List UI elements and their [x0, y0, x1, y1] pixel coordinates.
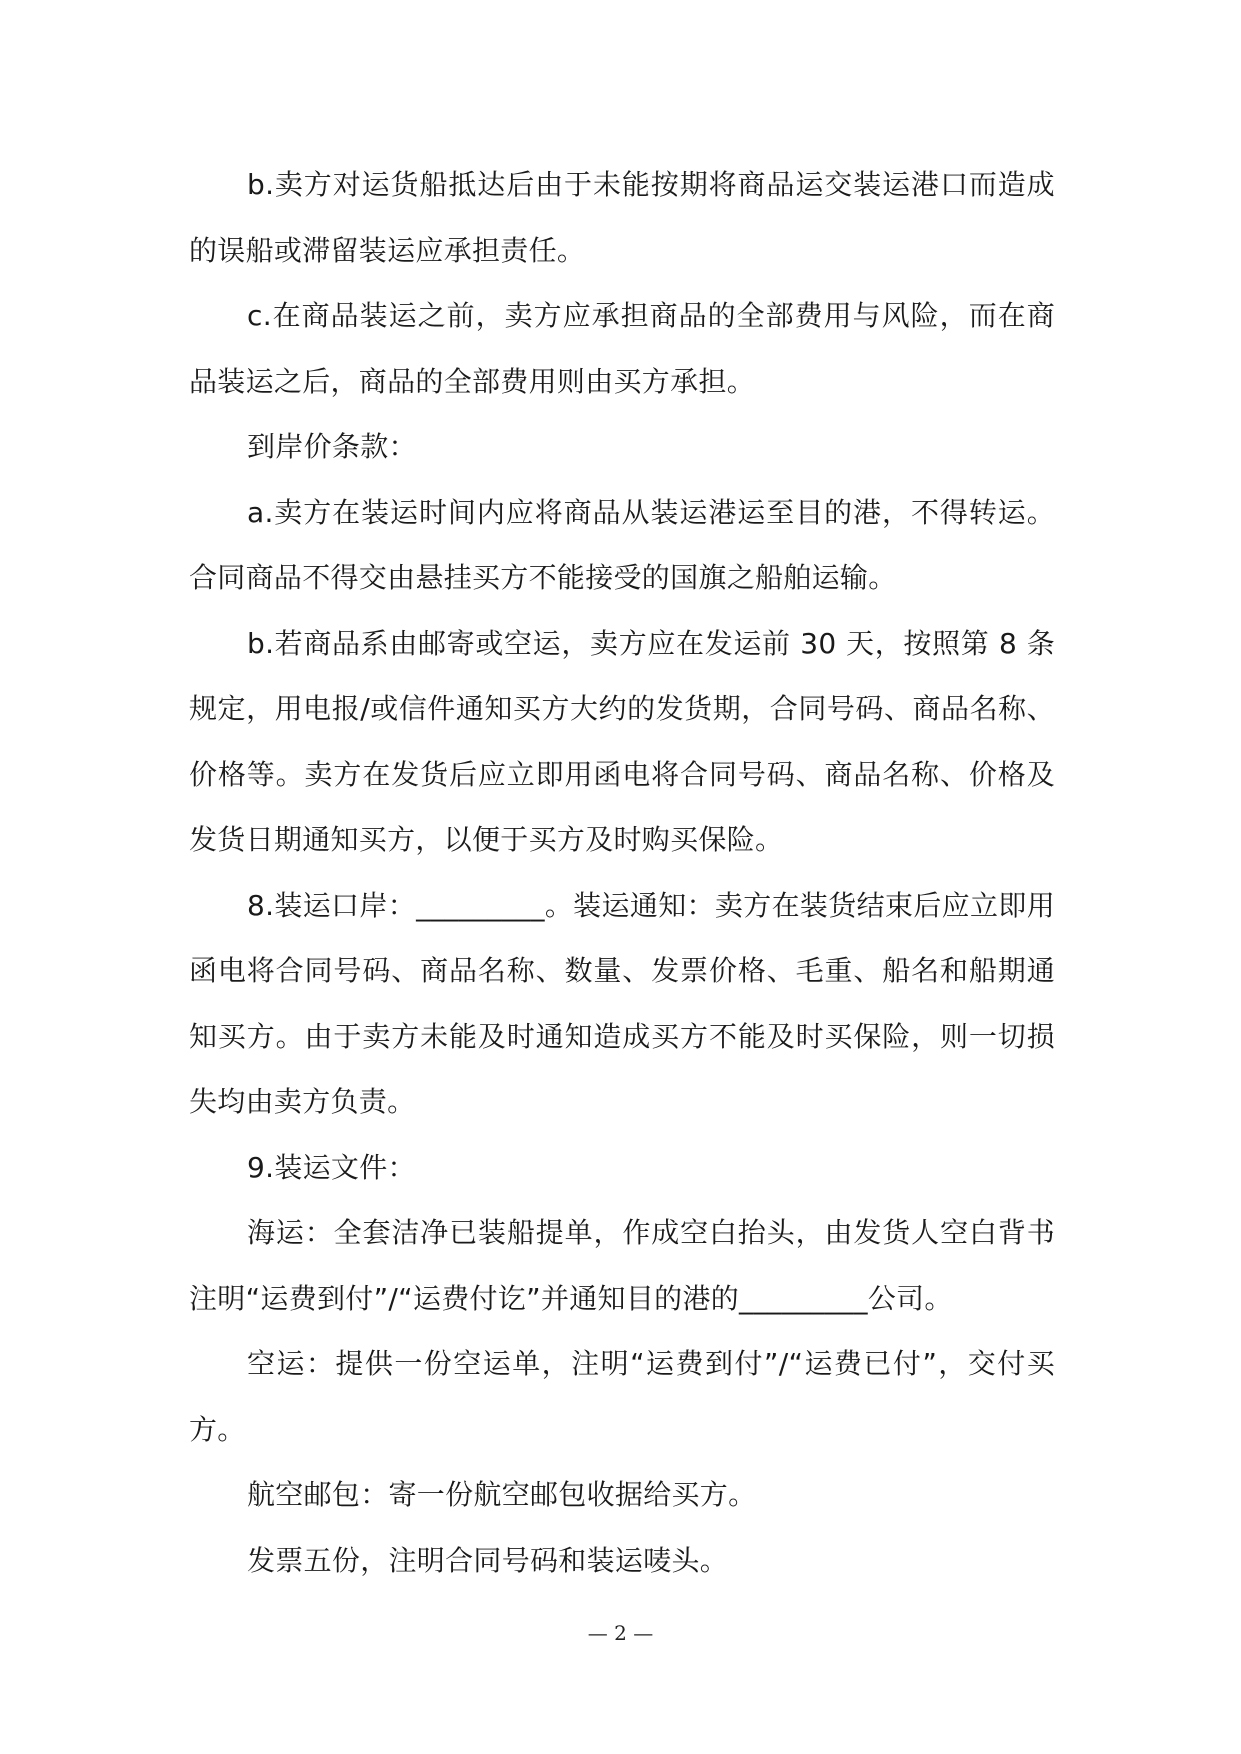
document-body	[189, 152, 1055, 1593]
paragraph-cif-no-transshipment: a.卖方在装运时间内应将商品从装运港运至目的港，不得转运。合同商品不得交由悬挂买方不能接受的国旗之船舶运输。	[189, 495, 1055, 594]
paragraph-port-of-shipment: 8.装运口岸：_________。装运通知：卖方在装货结束后应立即用函电将合同号码、商品名称、数量、发票价格、毛重、船名和船期通知买方。由于卖方未能及时通知造成买方不能及时买保险，则一切损失均由卖方负责。	[189, 888, 1055, 1118]
paragraph-fob-seller-liability: b.卖方对运货船抵达后由于未能按期将商品运交装运港口而造成的误船或滞留装运应承担责任。	[189, 168, 1055, 267]
paragraph-cif-post-air-notice: b.若商品系由邮寄或空运，卖方应在发运前 30 天，按照第 8 条规定，用电报/或信件通知买方大约的发货期，合同号码、商品名称、价格等。卖方在发货后应立即用函电将合同号码、商品名称、价格及发货日期通知买方，以便于买方及时购买保险。	[189, 626, 1055, 856]
paragraph-invoices: 发票五份，注明合同号码和装运唛头。	[247, 1543, 729, 1577]
paragraph-fob-cost-risk: c.在商品装运之前，卖方应承担商品的全部费用与风险，而在商品装运之后，商品的全部费用则由买方承担。	[189, 299, 1055, 398]
section-heading-cif-terms: 到岸价条款：	[247, 430, 417, 463]
paragraph-air-parcel: 航空邮包：寄一份航空邮包收据给买方。	[247, 1478, 757, 1511]
paragraph-air-freight: 空运：提供一份空运单，注明“运费到付”/“运费已付”，交付买方。	[189, 1347, 1055, 1446]
page-number: — 2 —	[587, 1621, 654, 1645]
section-heading-shipping-documents: 9.装运文件：	[247, 1150, 416, 1184]
paragraph-sea-freight: 海运：全套洁净已装船提单，作成空白抬头，由发货人空白背书注明“运费到付”/“运费付讫”并通知目的港的_________公司。	[189, 1216, 1055, 1315]
